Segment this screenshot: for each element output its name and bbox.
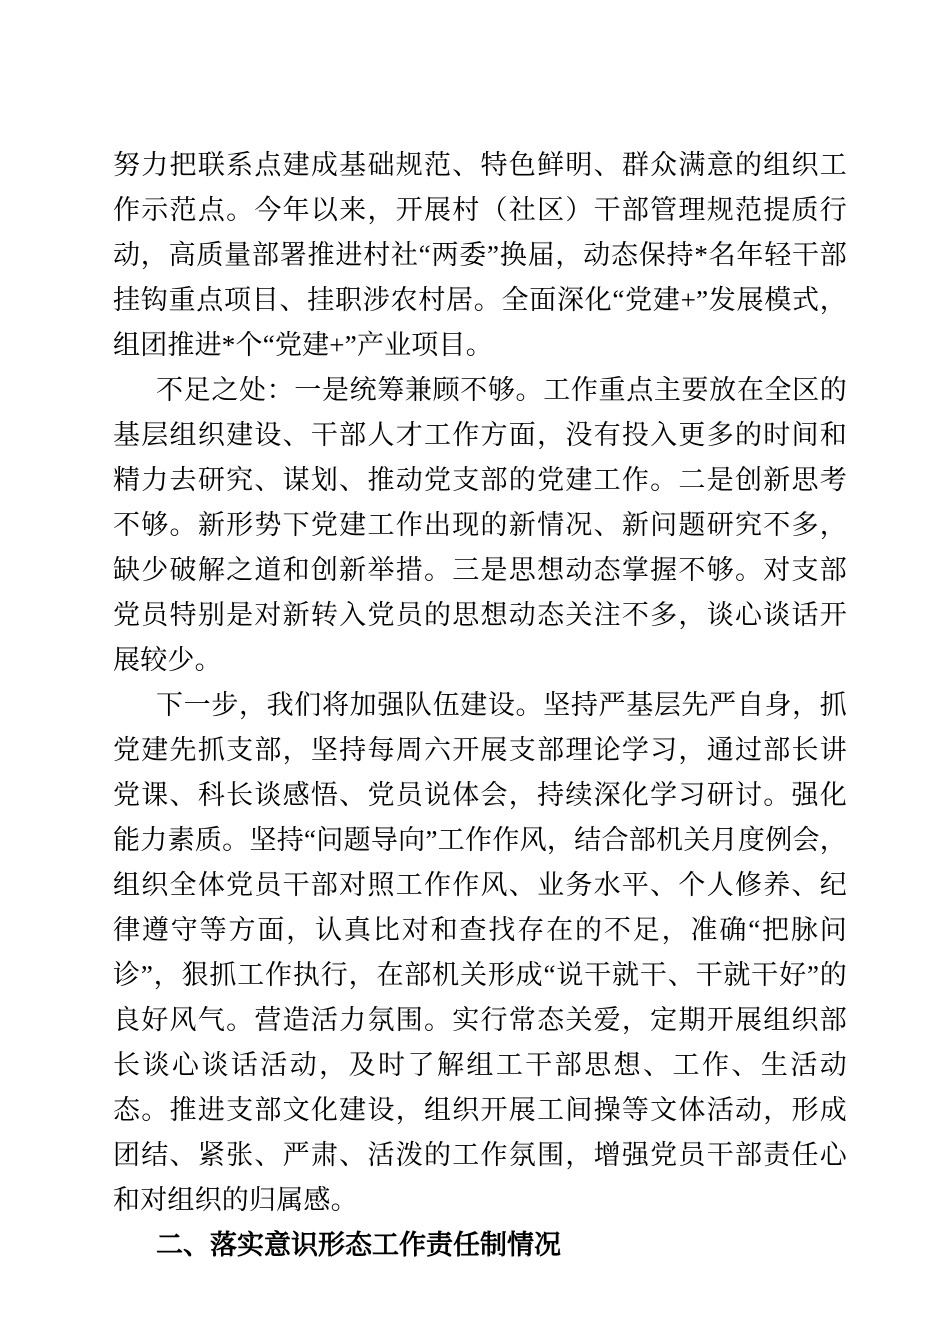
- paragraph-continuation: 努力把联系点建成基础规范、特色鲜明、群众满意的组织工作示范点。今年以来，开展村（社区）干部管理规范提质行动，高质量部署推进村社“两委”换届，动态保持*名年轻干部挂钩重点项目、挂职涉农村居。全面深化“党建+”发展模式，组团推进*个“党建+”产业项目。: [113, 150, 847, 360]
- paragraph-shortcomings: 不足之处：一是统筹兼顾不够。工作重点主要放在全区的基层组织建设、干部人才工作方面，没有投入更多的时间和精力去研究、谋划、推动党支部的党建工作。二是创新思考不够。新形势下党建工作出现的新情况、新问题研究不多，缺少破解之道和创新举措。三是思想动态掌握不够。对支部党员特别是对新转入党员的思想动态关注不多，谈心谈话开展较少。: [113, 375, 847, 675]
- section-heading: 二、落实意识形态工作责任制情况: [156, 1230, 561, 1260]
- document-text-block: [113, 143, 847, 1268]
- paragraph-next-steps: 下一步，我们将加强队伍建设。坚持严基层先严自身，抓党建先抓支部，坚持每周六开展支部理论学习，通过部长讲党课、科长谈感悟、党员说体会，持续深化学习研讨。强化能力素质。坚持“问题导向”工作作风，结合部机关月度例会，组织全体党员干部对照工作作风、业务水平、个人修养、纪律遵守等方面，认真比对和查找存在的不足，准确“把脉问诊”，狠抓工作执行，在部机关形成“说干就干、干就干好”的良好风气。营造活力氛围。实行常态关爱，定期开展组织部长谈心谈话活动，及时了解组工干部思想、工作、生活动态。推进支部文化建设，组织开展工间操等文体活动，形成团结、紧张、严肃、活泼的工作氛围，增强党员干部责任心和对组织的归属感。: [113, 690, 847, 1215]
